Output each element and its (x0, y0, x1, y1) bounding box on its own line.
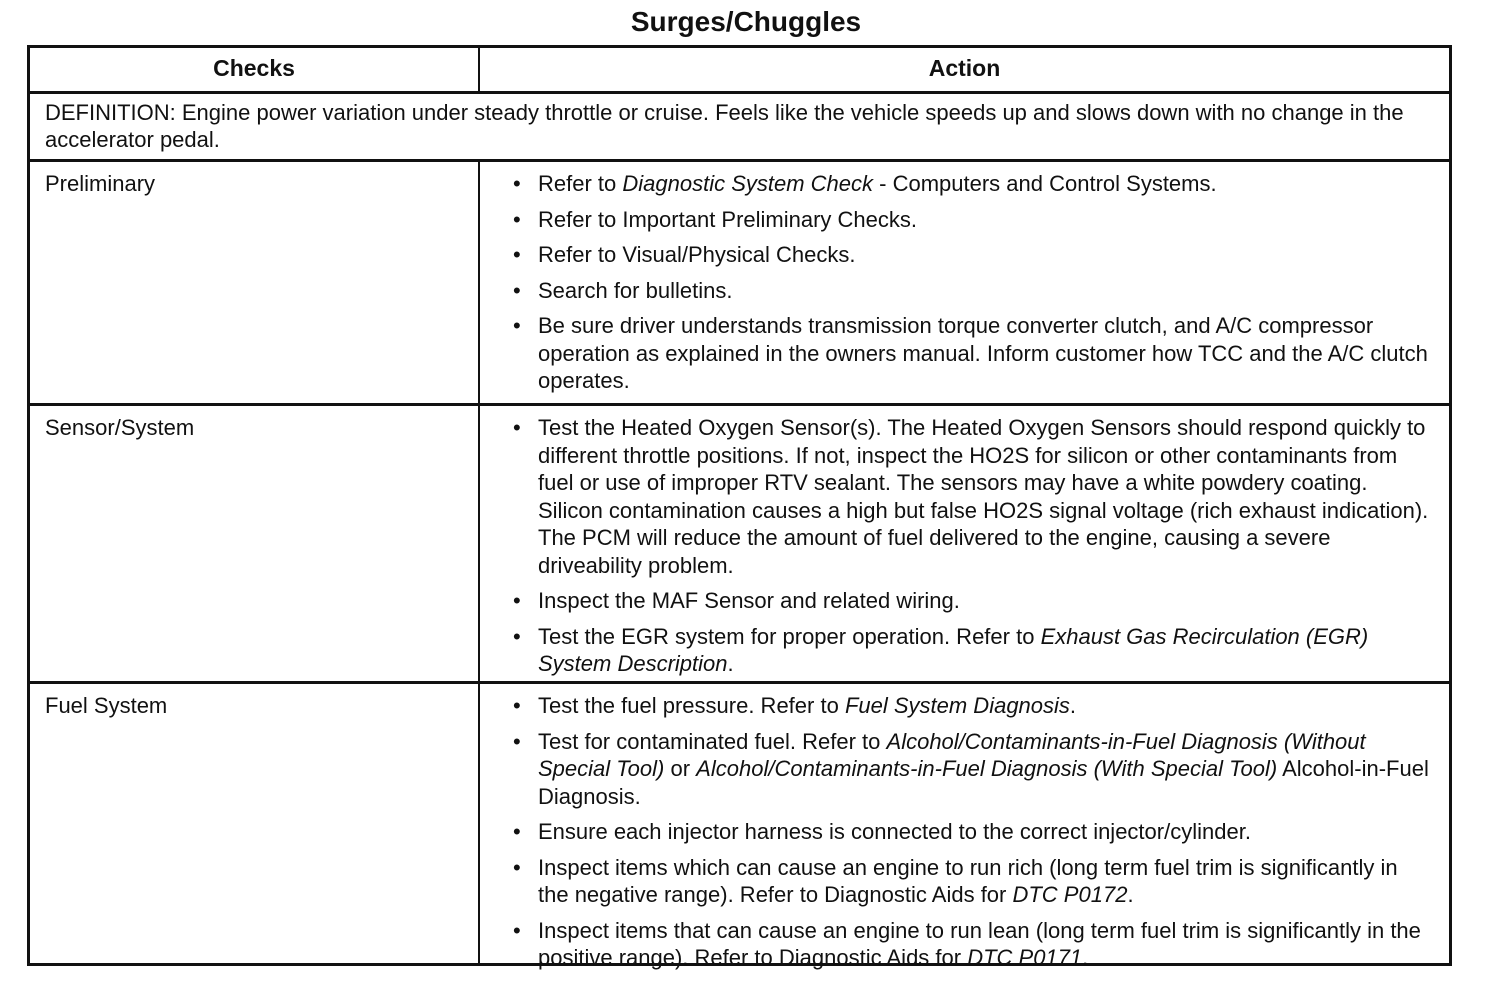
column-divider (478, 162, 480, 403)
table-row (30, 681, 1449, 970)
action-item: • Test the fuel pressure. Refer to Fuel System Diagnosis. (513, 693, 1077, 718)
action-list (512, 414, 1433, 686)
action-item: • Test the EGR system for proper operation. Refer to Exhaust Gas Recirculation (EGR) System Description. (513, 623, 1369, 676)
bullet: • (513, 623, 521, 649)
action-item: • Refer to Diagnostic System Check - Computers and Control Systems. (513, 171, 1217, 196)
bullet: • (513, 588, 521, 613)
bullet: • (513, 854, 521, 880)
check-label: Preliminary (45, 171, 156, 196)
action-item: • Be sure driver understands transmission torque converter clutch, and A/C compressor operation as explained in the owners manual. Inform customer how TCC and the A/C clutch operates. (513, 313, 1428, 393)
action-item: • Refer to Important Preliminary Checks. (513, 206, 918, 232)
bullet: • (513, 242, 521, 267)
action-list (512, 170, 1433, 403)
bullet: • (513, 277, 521, 303)
action-item: • Test for contaminated fuel. Refer to Alcohol/Contaminants-in-Fuel Diagnosis (Without Special Tool) or Alcohol/Contaminants-in-Fuel Diagnosis (With Special Tool) Alcohol-in-Fuel Diagnosis. (513, 728, 1429, 809)
table-row (30, 159, 1449, 403)
action-list (512, 692, 1433, 980)
diagnosis-table (27, 45, 1452, 970)
action-item: • Search for bulletins. (513, 277, 733, 303)
bullet: • (513, 728, 521, 754)
page-title: Surges/Chuggles (630, 6, 862, 37)
header-checks: Checks (213, 55, 295, 81)
bullet: • (513, 415, 521, 440)
bullet: • (513, 171, 521, 196)
action-item: • Inspect items that can cause an engine to run lean (long term fuel trim is significantly in the positive range). Refer to Diagnostic Aids for DTC P0171. (513, 917, 1421, 970)
table-row (30, 403, 1449, 681)
definition-row (30, 91, 1449, 159)
action-item: • Refer to Visual/Physical Checks. (513, 242, 856, 267)
bullet: • (513, 206, 521, 232)
bullet: • (513, 819, 521, 844)
bullet: • (513, 693, 521, 718)
action-item: • Inspect the MAF Sensor and related wiring. (513, 588, 960, 613)
table-header-row (30, 48, 1449, 91)
bullet: • (513, 917, 521, 943)
check-label: Fuel System (45, 693, 168, 718)
definition-text: DEFINITION: Engine power variation under steady throttle or cruise. Feels like the vehicle speeds up and slows down with no change in the accelerator pedal. (45, 100, 1404, 152)
column-divider (478, 406, 480, 681)
action-item: • Ensure each injector harness is connected to the correct injector/cylinder. (513, 819, 1251, 844)
action-item: • Inspect items which can cause an engine to run rich (long term fuel trim is significantly in the negative range). Refer to Diagnostic Aids for DTC P0172. (513, 854, 1398, 907)
column-divider (478, 684, 480, 966)
check-label: Sensor/System (45, 415, 195, 440)
bullet: • (513, 313, 521, 338)
action-item: • Test the Heated Oxygen Sensor(s). The Heated Oxygen Sensors should respond quickly to different throttle positions. If not, inspect the HO2S for silicon or other contaminants from fuel or use of improper RTV sealant. The sensors may have a white powdery coating. Silicon contamination causes a high but false HO2S signal voltage (rich exhaust indication). The PCM will reduce the amount of fuel delivered to the engine, causing a severe driveability problem. (513, 415, 1429, 578)
header-action: Action (928, 55, 1001, 81)
